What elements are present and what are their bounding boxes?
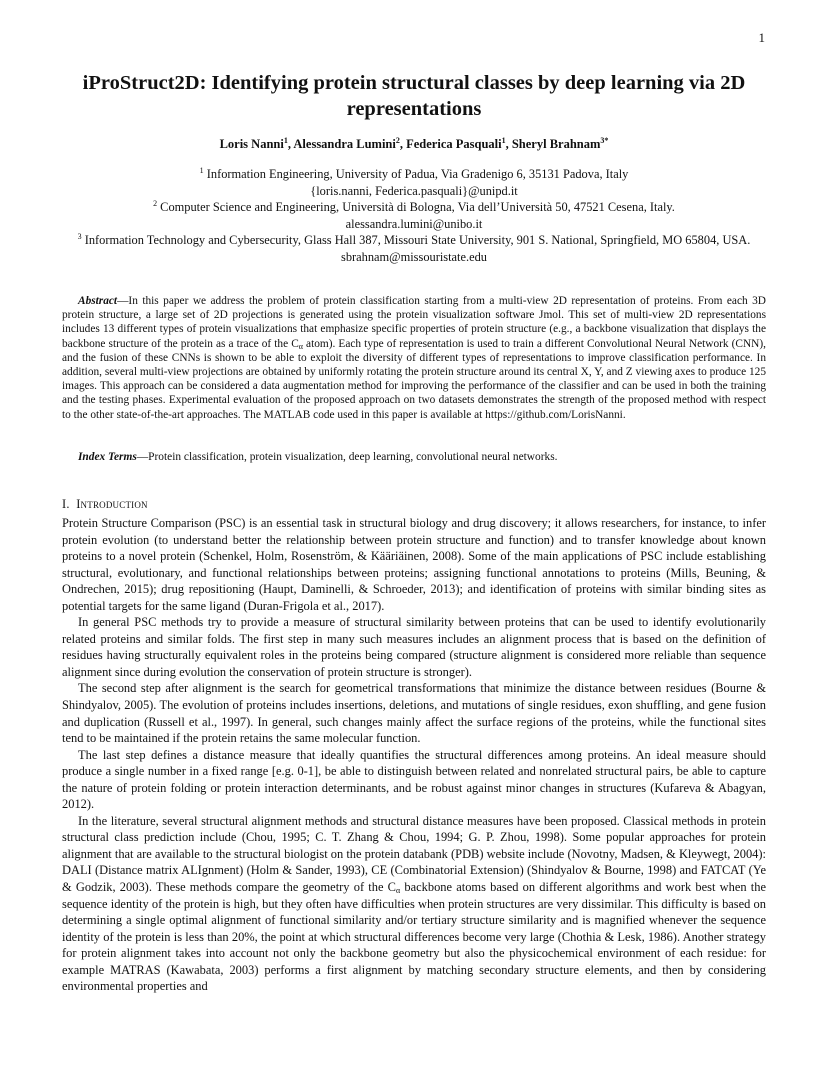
abstract-text: atom). Each type of representation is used to train a different Convolutional Neural Network (CNN), and the fusion of these CNNs is shown to be able to exploit the diversity of different types of representations to improve classification performance. In addition, several multi-view projections are obtained by uniformly rotating the protein structure around its central X, Y, and Z viewing axes to produce 125 images. This approach can be considered a data augmentation method for improving the performance of the classifier and can be used in both the training and the testing phases. Experimental evaluation of the proposed approach on two datasets demonstrates the strength of the proposed method with respect to the other state-of-the-art approaches. The MATLAB code used in this paper is available at https://github.com/LorisNanni.: [62, 337, 766, 421]
section-title: Introduction: [76, 497, 148, 511]
author-affiliation-mark: 1: [283, 136, 288, 145]
author-affiliation-mark: 1: [501, 136, 506, 145]
affiliation-1: [62, 166, 766, 183]
affiliation-mark: 1: [199, 166, 204, 175]
author-separator: ,: [505, 137, 512, 151]
paper-title: iProStruct2D: Identifying protein structural classes by deep learning via 2D representations: [82, 72, 746, 120]
abstract-text: In this paper we address the problem of protein classification starting from a multi-view 2D representation of proteins. From each 3D protein structure, a large set of 2D projections is generated using the protein visualization software Jmol. This set of multi-view 2D representations includes 13 different types of protein visualizations that emphasize specific properties of protein structure (e.g., a backbone visualization that displays the backbone structure of the protein as a trace of the C: [62, 295, 766, 350]
affiliation-text: Computer Science and Engineering, Università di Bologna, Via dell’Università 50, 47521 Cesena, Italy.: [157, 200, 675, 215]
body-text: [62, 515, 766, 995]
body-paragraph: The second step after alignment is the search for geometrical transformations that minimize the distance between residues (Bourne & Shindyalov, 2005). The evolution of proteins includes insertions, deletions, and mutations of single residues, exon shuffling, and gene fusion and duplication (Russell et al., 1997). In general, such changes mainly affect the surface regions of the proteins, while the functional sites tend to be maintained if the protein retains the same molecular function.: [62, 681, 766, 746]
alpha-subscript: α: [298, 341, 303, 351]
abstract-label: Abstract: [78, 295, 118, 307]
author-list: [62, 136, 766, 152]
section-heading: [62, 496, 148, 512]
section-number: I.: [62, 497, 70, 511]
author-separator: ,: [287, 137, 294, 151]
affiliation-list: [62, 166, 766, 266]
body-paragraph: Protein Structure Comparison (PSC) is an essential task in structural biology and drug discovery; it allows researchers, for instance, to infer protein evolution (to understand better the relationship between protein structure and function) and to transfer knowledge about known proteins to a novel protein (Schenkel, Holm, Rosenström, & Kääriäinen, 2008). Some of the main applications of PSC include establishing structural, evolutionary, and functional relationships between proteins; assigning functional annotations to proteins (Mills, Beuning, & Ondrechen, 2015); drug repositioning (Haupt, Daminelli, & Schroeder, 2013); and identification of proteins with similar binding sites as potential targets for the same ligand (Duran-Frigola et al., 2017).: [62, 516, 766, 613]
affiliation-2: [62, 199, 766, 216]
alpha-subscript: α: [395, 886, 401, 896]
affiliation-1-email: {loris.nanni, Federica.pasquali}@unipd.it: [310, 183, 518, 198]
author-affiliation-mark: 3*: [600, 136, 609, 145]
affiliation-text: Information Technology and Cybersecurity, Glass Hall 387, Missouri State University, 901 S. National, Springfield, MO 65804, USA.: [81, 233, 751, 248]
affiliation-mark: 3: [77, 232, 82, 242]
index-terms-separator: —: [136, 451, 149, 463]
paragraph-text: backbone atoms based on different algorithms and work best when the sequence identity of the protein is high, but they often have difficulties when protein structures are very dissimilar. This difficulty is based on determining a single optimal alignment of functional similarity and/or tertiary structure similarity and is magnified whenever the sequence identity of the protein is less than 20%, the point at which structural differences become very large (Chothia & Lesk, 1986). Another strategy for protein alignment takes into account not only the backbone geometry but also the physicochemical environment of each residue: for example MATRAS (Kawabata, 2003) performs a first alignment by matching secondary structure elements, and then by considering environmental properties and: [62, 880, 766, 994]
author-separator: ,: [399, 137, 407, 151]
author-name: Loris Nanni: [219, 137, 284, 151]
index-terms: [62, 450, 766, 464]
affiliation-mark: 2: [153, 199, 158, 209]
author-affiliation-mark: 2: [395, 136, 400, 145]
body-paragraph: In general PSC methods try to provide a measure of structural similarity between proteins that can be used to identify evolutionarily related proteins and similar folds. The first step in many such measures includes an alignment process that is based on the definition of residues having structurally equivalent roles in the proteins being compared (structure alignment is considered more reliable than sequence alignment since during evolution the conservation of protein structure is stronger).: [62, 615, 766, 679]
author-name: Sheryl Brahnam: [511, 137, 601, 151]
affiliation-3-email: sbrahnam@missouristate.edu: [341, 249, 487, 264]
body-paragraph: The last step defines a distance measure that ideally quantifies the structural differences among proteins. An ideal measure should produce a single number in a fixed range [e.g. 0-1], be able to distinguish between related and nonrelated structural pairs, be able to capture the nature of protein folding or protein interaction determinants, and be robust against minor changes in structures (Kufareva & Abagyan, 2012).: [62, 747, 766, 812]
author-name: Federica Pasquali: [406, 137, 502, 151]
affiliation-text: Information Engineering, University of Padua, Via Gradenigo 6, 35131 Padova, Italy: [203, 167, 629, 181]
paragraph-text: In the literature, several structural alignment methods and structural distance measures have been proposed. Classical methods in protein structural class prediction include (Chou, 1995; C. T. Zhang & Chou, 1994; G. P. Zhou, 1998). Some popular approaches for protein alignment that are available to the structural biologist on the protein databank (PDB) website include (Novotny, Madsen, & Kleywegt, 2004): DALI (Distance matrix ALIgnment) (Holm & Sander, 1993), CE (Combinatorial Extension) (Shindyalov & Bourne, 1998) and FATCAT (Ye & Godzik, 2003). These methods compare the geometry of the C: [62, 813, 766, 895]
author-name: Alessandra Lumini: [293, 137, 396, 151]
index-terms-label: Index Terms: [78, 451, 137, 463]
affiliation-2-email: alessandra.lumini@unibo.it: [345, 216, 483, 231]
page-number: 1: [758, 30, 765, 45]
affiliation-3: [62, 232, 766, 249]
body-paragraph: [62, 813, 766, 995]
index-terms-text: Protein classification, protein visualization, deep learning, convolutional neural networks.: [148, 451, 558, 463]
abstract-separator: —: [117, 295, 129, 307]
abstract: [62, 294, 766, 422]
